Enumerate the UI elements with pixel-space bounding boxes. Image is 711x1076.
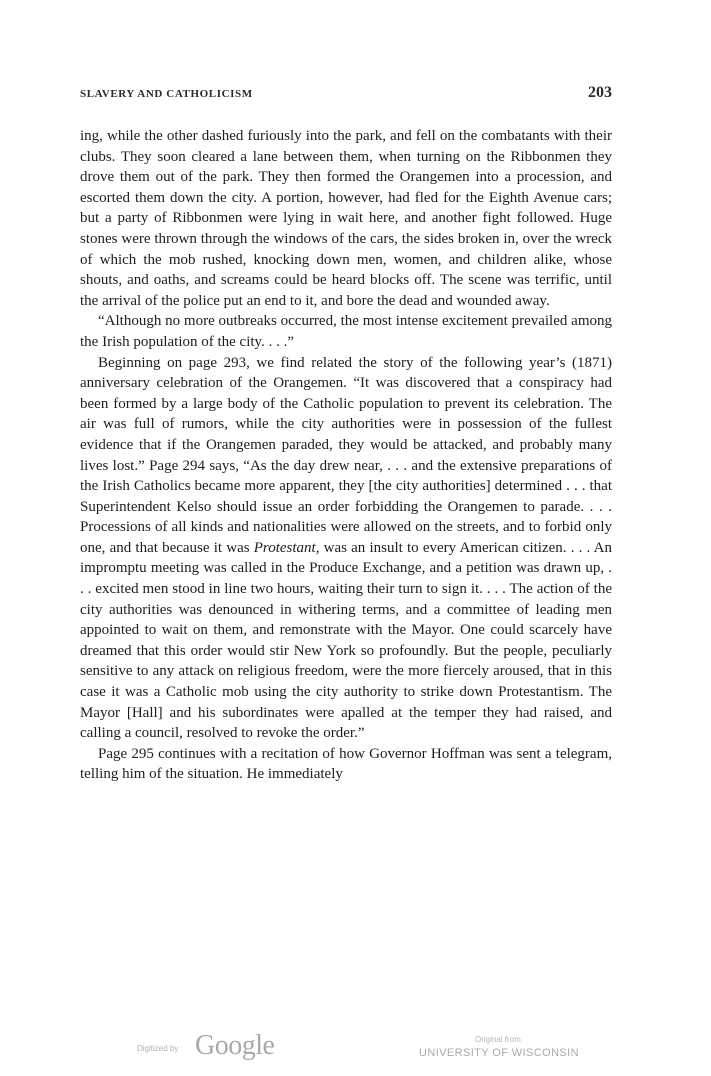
paragraph-1: ing, while the other dashed furiously into the park, and fell on the combatants with their clubs. They soon cleared a lane between them, when turning on the Ribbonmen they drove them out of the park. They then formed the Orangemen into a procession, and escorted them down the city. A portion, however, had fled for the Eighth Avenue cars; but a party of Ribbonmen were lying in wait here, and another fight followed. Huge stones were thrown through the windows of the cars, the sides broken in, over the wreck of which the mob rushed, knocking down men, women, and children alike, whose shouts, and oaths, and screams could be heard blocks off. The scene was terrific, until the arrival of the police put an end to it, and bore the dead and wounded away. (80, 128, 612, 309)
paragraph-2: “Although no more outbreaks occurred, the most intense excitement prevailed among the Irish population of the city. . . .” (80, 313, 612, 350)
digitized-by-label: Digitized by (137, 1044, 179, 1053)
paragraph-3-part-2: was an insult to every American citizen. . . . An impromptu meeting was called in the Produce Exchange, and a petition was drawn up, . . . excited men stood in line two hours, waiting their turn to sign it. . . . The action of the city authorities was denounced in withering terms, and a committee of leading men appointed to wait on them, and remonstrate with the Mayor. One could scarcely have dreamed that this order would stir New York so profoundly. But the people, peculiarly sensitive to any attack on religious freedom, were the more fiercely aroused, that in this case it was a Catholic mob using the city authority to strike down Protestantism. The Mayor [Hall] and his subordinates were apalled at the temper they had raised, and calling a council, resolved to revoke the order.” (80, 539, 612, 742)
paragraph-3-part-1: Beginning on page 293, we find related the story of the following year’s (1871) anniversary celebration of the Orangemen. “It was discovered that a conspiracy had been formed by a large body of the Catholic population to prevent its celebration. The air was full of rumors, while the city authorities were in possession of the fullest evidence that if the Orangemen paraded, they would be attacked, and probably many lives lost.” Page 294 says, “As the day drew near, . . . and the extensive preparations of the Irish Catholics became more apparent, they [the city authorities] determined . . . that Superintendent Kelso should issue an order forbidding the Orangemen to parade. . . . Processions of all kinds and nationalities were allowed on the streets, and to forbid only one, and that because it was (80, 354, 612, 556)
paragraph-3 (80, 353, 612, 744)
body-text (80, 126, 612, 785)
paragraph-4: Page 295 continues with a recitation of how Governor Hoffman was sent a telegram, telling him of the situation. He immediately (80, 745, 612, 783)
google-logo: Google (195, 1030, 275, 1061)
digitization-footer (0, 1030, 711, 1070)
running-head (80, 84, 612, 108)
page-number: 203 (588, 84, 612, 101)
running-title: SLAVERY AND CATHOLICISM (80, 88, 253, 100)
original-from-label: Original from (475, 1035, 521, 1044)
university-label: UNIVERSITY OF WISCONSIN (419, 1047, 579, 1059)
book-page (80, 84, 612, 785)
italic-protestant: Protestant, (253, 539, 320, 556)
